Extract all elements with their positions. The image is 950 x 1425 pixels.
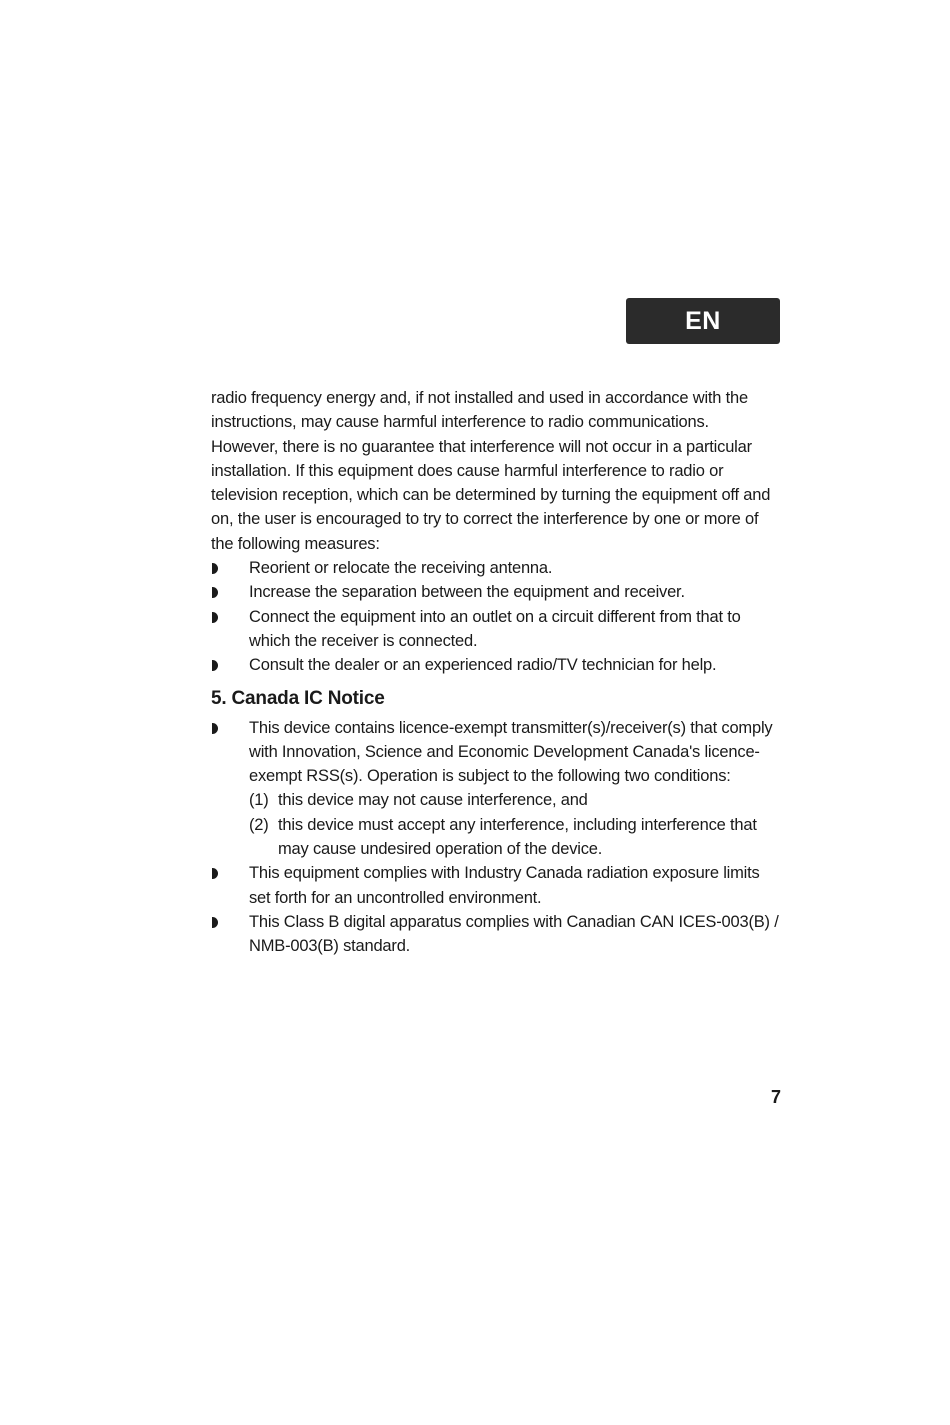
list-item-text: Connect the equipment into an outlet on a circuit different from that to which the receiver is connected. — [249, 607, 741, 650]
bullet-icon — [212, 587, 218, 598]
list-item-text: Reorient or relocate the receiving antenna. — [249, 559, 553, 578]
conditions-list — [249, 788, 779, 861]
list-item — [211, 861, 779, 910]
list-item — [211, 716, 779, 862]
page-number: 7 — [770, 1087, 781, 1107]
bullet-icon — [212, 660, 218, 671]
condition-item — [249, 813, 779, 862]
list-item — [211, 910, 779, 959]
canada-notice-list — [211, 716, 779, 959]
bullet-icon — [212, 723, 218, 734]
condition-item — [249, 788, 779, 812]
measures-list — [211, 556, 779, 677]
list-item — [211, 556, 779, 580]
intro-paragraph: radio frequency energy and, if not installed and used in accordance with the instructions, may cause harmful interference to radio communications. However, there is no guarantee that interference will not occur in a particular installation. If this equipment does cause harmful interference to radio or television reception, which can be determined by turning the equipment off and on, the user is encouraged to try to correct the interference by one or more of the following measures: — [211, 389, 771, 553]
list-item-text: This Class B digital apparatus complies with Canadian CAN ICES-003(B) / NMB-003(B) standard. — [249, 912, 779, 956]
bullet-icon — [212, 563, 218, 574]
condition-number: (2) — [249, 815, 269, 834]
condition-number: (1) — [249, 791, 269, 810]
list-item — [211, 605, 779, 654]
condition-text: this device must accept any interference, including interference that may cause undesired operation of the device. — [278, 815, 757, 859]
language-tab: EN — [626, 298, 780, 344]
bullet-icon — [212, 868, 218, 879]
condition-text: this device may not cause interference, and — [278, 791, 588, 810]
section-heading: 5. Canada IC Notice — [211, 687, 385, 709]
bullet-icon — [212, 917, 218, 928]
list-item-text: This device contains licence-exempt transmitter(s)/receiver(s) that comply with Innovation, Science and Economic Development Canada's licence-exempt RSS(s). Operation is subject to the following two conditions: — [249, 718, 773, 786]
list-item-text: Increase the separation between the equipment and receiver. — [249, 583, 685, 602]
list-item — [211, 580, 779, 604]
list-item-text: This equipment complies with Industry Canada radiation exposure limits set forth for an uncontrolled environment. — [249, 864, 760, 907]
bullet-icon — [212, 612, 218, 623]
list-item-text: Consult the dealer or an experienced radio/TV technician for help. — [249, 656, 717, 675]
page-content — [211, 386, 779, 959]
list-item — [211, 653, 779, 677]
